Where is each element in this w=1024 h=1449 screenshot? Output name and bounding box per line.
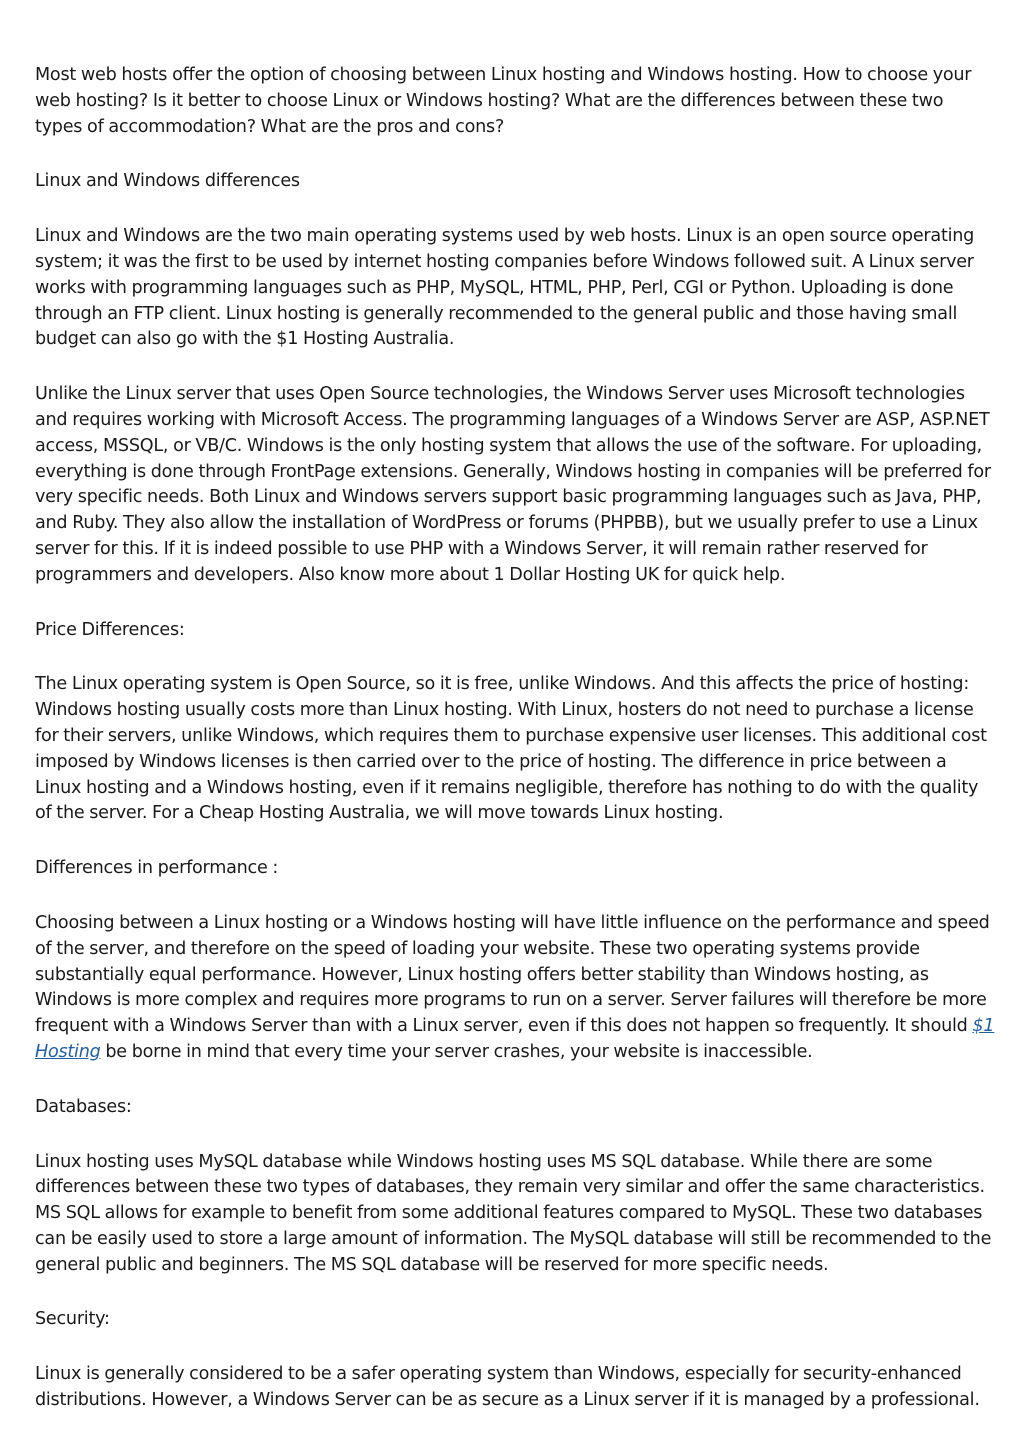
heading-databases: Databases: bbox=[35, 1096, 132, 1117]
performance-text-before: Choosing between a Linux hosting or a Windows hosting will have little influence on the performance and speed of the server, and therefore on the speed of loading your website. These two operating systems provide substantially equal performance. However, Linux hosting offers better stability than Windows hosting, as Windows is more complex and requires more programs to run on a server. Server failures will therefore be more frequent with a Windows Server than with a Linux server, even if this does not happen so frequently. It should bbox=[35, 912, 990, 1037]
heading-linux-windows-differences: Linux and Windows differences bbox=[35, 171, 300, 192]
heading-security: Security: bbox=[35, 1309, 110, 1330]
heading-price-differences: Price Differences: bbox=[35, 619, 185, 640]
heading-performance: Differences in performance : bbox=[35, 858, 279, 879]
hosting-link[interactable]: $1 Hosting bbox=[35, 1016, 995, 1062]
windows-paragraph: Unlike the Linux server that uses Open Source technologies, the Windows Server uses Microsoft technologies and requires working with Microsoft Access. The programming languages of a Windows Server are ASP, ASP.NET access, MSSQL, or VB/C. Windows is the only hosting system that allows the use of the software. For uploading, everything is done through FrontPage extensions. Generally, Windows hosting in companies will be preferred for very specific needs. Both Linux and Windows servers support basic programming languages such as Java, PHP, and Ruby. They also allow the installation of WordPress or forums (PHPBB), but we usually prefer to use a Linux server for this. If it is indeed possible to use PHP with a Windows Server, it will remain rather reserved for programmers and developers. Also know more about 1 Dollar Hosting UK for quick help. bbox=[35, 384, 991, 585]
intro-paragraph: Most web hosts offer the option of choosing between Linux hosting and Windows hosting. How to choose your web hosting? Is it better to choose Linux or Windows hosting? What are the differences between these two types of accommodation? What are the pros and cons? bbox=[35, 65, 972, 137]
security-paragraph: Linux is generally considered to be a safer operating system than Windows, especially for security-enhanced distributions. However, a Windows Server can be as secure as a Linux server if it is managed by a professional. bbox=[35, 1364, 980, 1411]
document-body bbox=[35, 63, 995, 1443]
performance-text-after: be borne in mind that every time your server crashes, your website is inaccessible. bbox=[100, 1041, 813, 1062]
performance-paragraph bbox=[35, 911, 995, 1066]
databases-paragraph: Linux hosting uses MySQL database while Windows hosting uses MS SQL database. While there are some differences between these two types of databases, they remain very similar and offer the same characteristics. MS SQL allows for example to benefit from some additional features compared to MySQL. These two databases can be easily used to store a large amount of information. The MySQL database will still be recommended to the general public and beginners. The MS SQL database will be reserved for more specific needs. bbox=[35, 1151, 992, 1275]
price-paragraph: The Linux operating system is Open Source, so it is free, unlike Windows. And this affects the price of hosting: Windows hosting usually costs more than Linux hosting. With Linux, hosters do not need to purchase a license for their servers, unlike Windows, which requires them to purchase expensive user licenses. This additional cost imposed by Windows licenses is then carried over to the price of hosting. The difference in price between a Linux hosting and a Windows hosting, even if it remains negligible, therefore has nothing to do with the quality of the server. For a Cheap Hosting Australia, we will move towards Linux hosting. bbox=[35, 674, 987, 824]
linux-paragraph: Linux and Windows are the two main operating systems used by web hosts. Linux is an open source operating system; it was the first to be used by internet hosting companies before Windows followed suit. A Linux server works with programming languages such as PHP, MySQL, HTML, PHP, Perl, CGI or Python. Uploading is done through an FTP client. Linux hosting is generally recommended to the general public and those having small budget can also go with the $1 Hosting Australia. bbox=[35, 226, 975, 350]
